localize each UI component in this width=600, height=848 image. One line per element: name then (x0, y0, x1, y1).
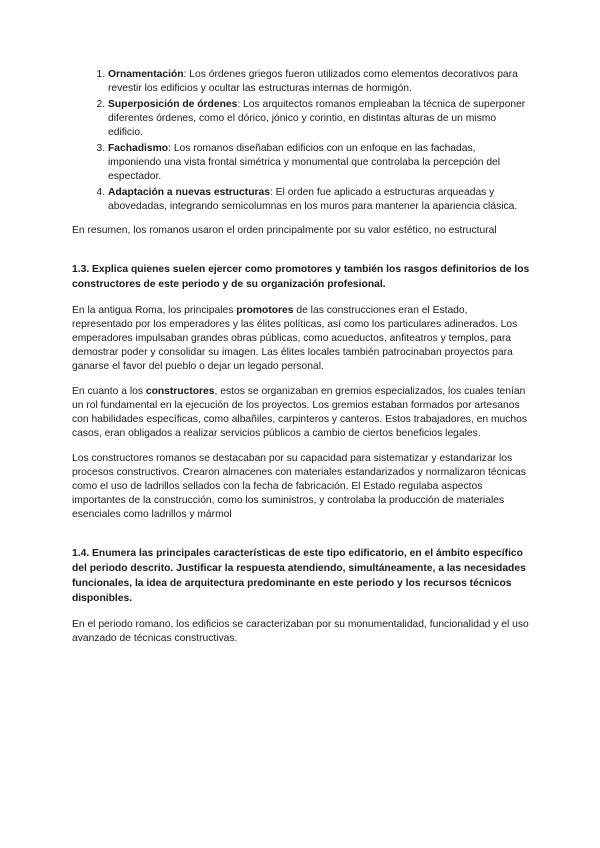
constructors-paragraph (72, 385, 530, 441)
text-run: de las construcciones eran el Estado, representado por los emperadores y las élites políticas, así como los particulares adinerados. Los emperadores impulsaban grandes obras públicas, como acueductos, anfiteatros y templos, para demostrar poder y consolidar su imagen. Las élites locales también patrocinaban proyectos para ganarse el favor del pueblo o dejar un legado personal. (72, 305, 518, 372)
list-item-term: Ornamentación (108, 69, 184, 80)
list-item (108, 186, 530, 214)
list-item (108, 142, 530, 184)
section-heading-1-4: 1.4. Enumera las principales características de este tipo edificatorio, en el ámbito específico del periodo descrito. Justificar la respuesta atendiendo, simultáneamente, a las necesidades funcionales, la idea de arquitectura predominante en este periodo y los recursos técnicos disponibles. (72, 548, 526, 604)
roman-orders-list (72, 68, 530, 214)
text-run: En cuanto a los (72, 386, 146, 397)
standardization-paragraph: Los constructores romanos se destacaban por su capacidad para sistematizar y estandarizar los procesos constructivos. Crearon almacenes con materiales estandarizados y normalizaron técnicas como el uso de ladrillos sellados con la fecha de fabricación. El Estado regulaba aspectos importantes de la construcción, como los suministros, y controlaba la producción de materiales esenciales como ladrillos y mármol (72, 453, 526, 520)
promoters-paragraph (72, 304, 530, 374)
text-run: , estos se organizaban en gremios especializados, los cuales tenían un rol fundamental en la ejecución de los proyectos. Los gremios estaban formados por artesanos con habilidades específicas, como albañiles, carpinteros y canteros. Estos trabajadores, en muchos casos, eran obligados a realizar servicios públicos a cambio de ciertos beneficios legales. (72, 386, 528, 439)
list-item (108, 98, 530, 140)
summary-paragraph: En resumen, los romanos usaron el orden principalmente por su valor estético, no estructural (72, 225, 497, 236)
list-item-text: : Los romanos diseñaban edificios con un enfoque en las fachadas, imponiendo una vista frontal simétrica y monumental que controlaba la percepción del espectador. (108, 143, 501, 182)
list-item (108, 68, 530, 96)
characteristics-paragraph: En el periodo romano, los edificios se caracterizaban por su monumentalidad, funcionalidad y el uso avanzado de técnicas constructivas. (72, 619, 529, 644)
list-item-term: Fachadismo (108, 143, 169, 154)
section-heading-1-3: 1.3. Explica quienes suelen ejercer como promotores y también los rasgos definitorios de los constructores de este periodo y de su organización profesional. (72, 264, 530, 290)
text-run: En la antigua Roma, los principales (72, 305, 237, 316)
list-item-term: Superposición de órdenes (108, 99, 238, 110)
bold-term-constructores: constructores (145, 386, 215, 397)
list-item-text: : Los órdenes griegos fueron utilizados como elementos decorativos para revestir los edificios y ocultar las estructuras internas de hormigón. (108, 69, 518, 94)
bold-term-promotores: promotores (236, 305, 294, 316)
list-item-text: : Los arquitectos romanos empleaban la técnica de superponer diferentes órdenes, como el dórico, jónico y corintio, en distintas alturas de un mismo edificio. (108, 99, 526, 138)
document-body (72, 68, 530, 646)
list-item-text: : El orden fue aplicado a estructuras arqueadas y abovedadas, integrando semicolumnas en los muros para mantener la apariencia clásica. (108, 187, 518, 212)
list-item-term: Adaptación a nuevas estructuras (108, 187, 270, 198)
